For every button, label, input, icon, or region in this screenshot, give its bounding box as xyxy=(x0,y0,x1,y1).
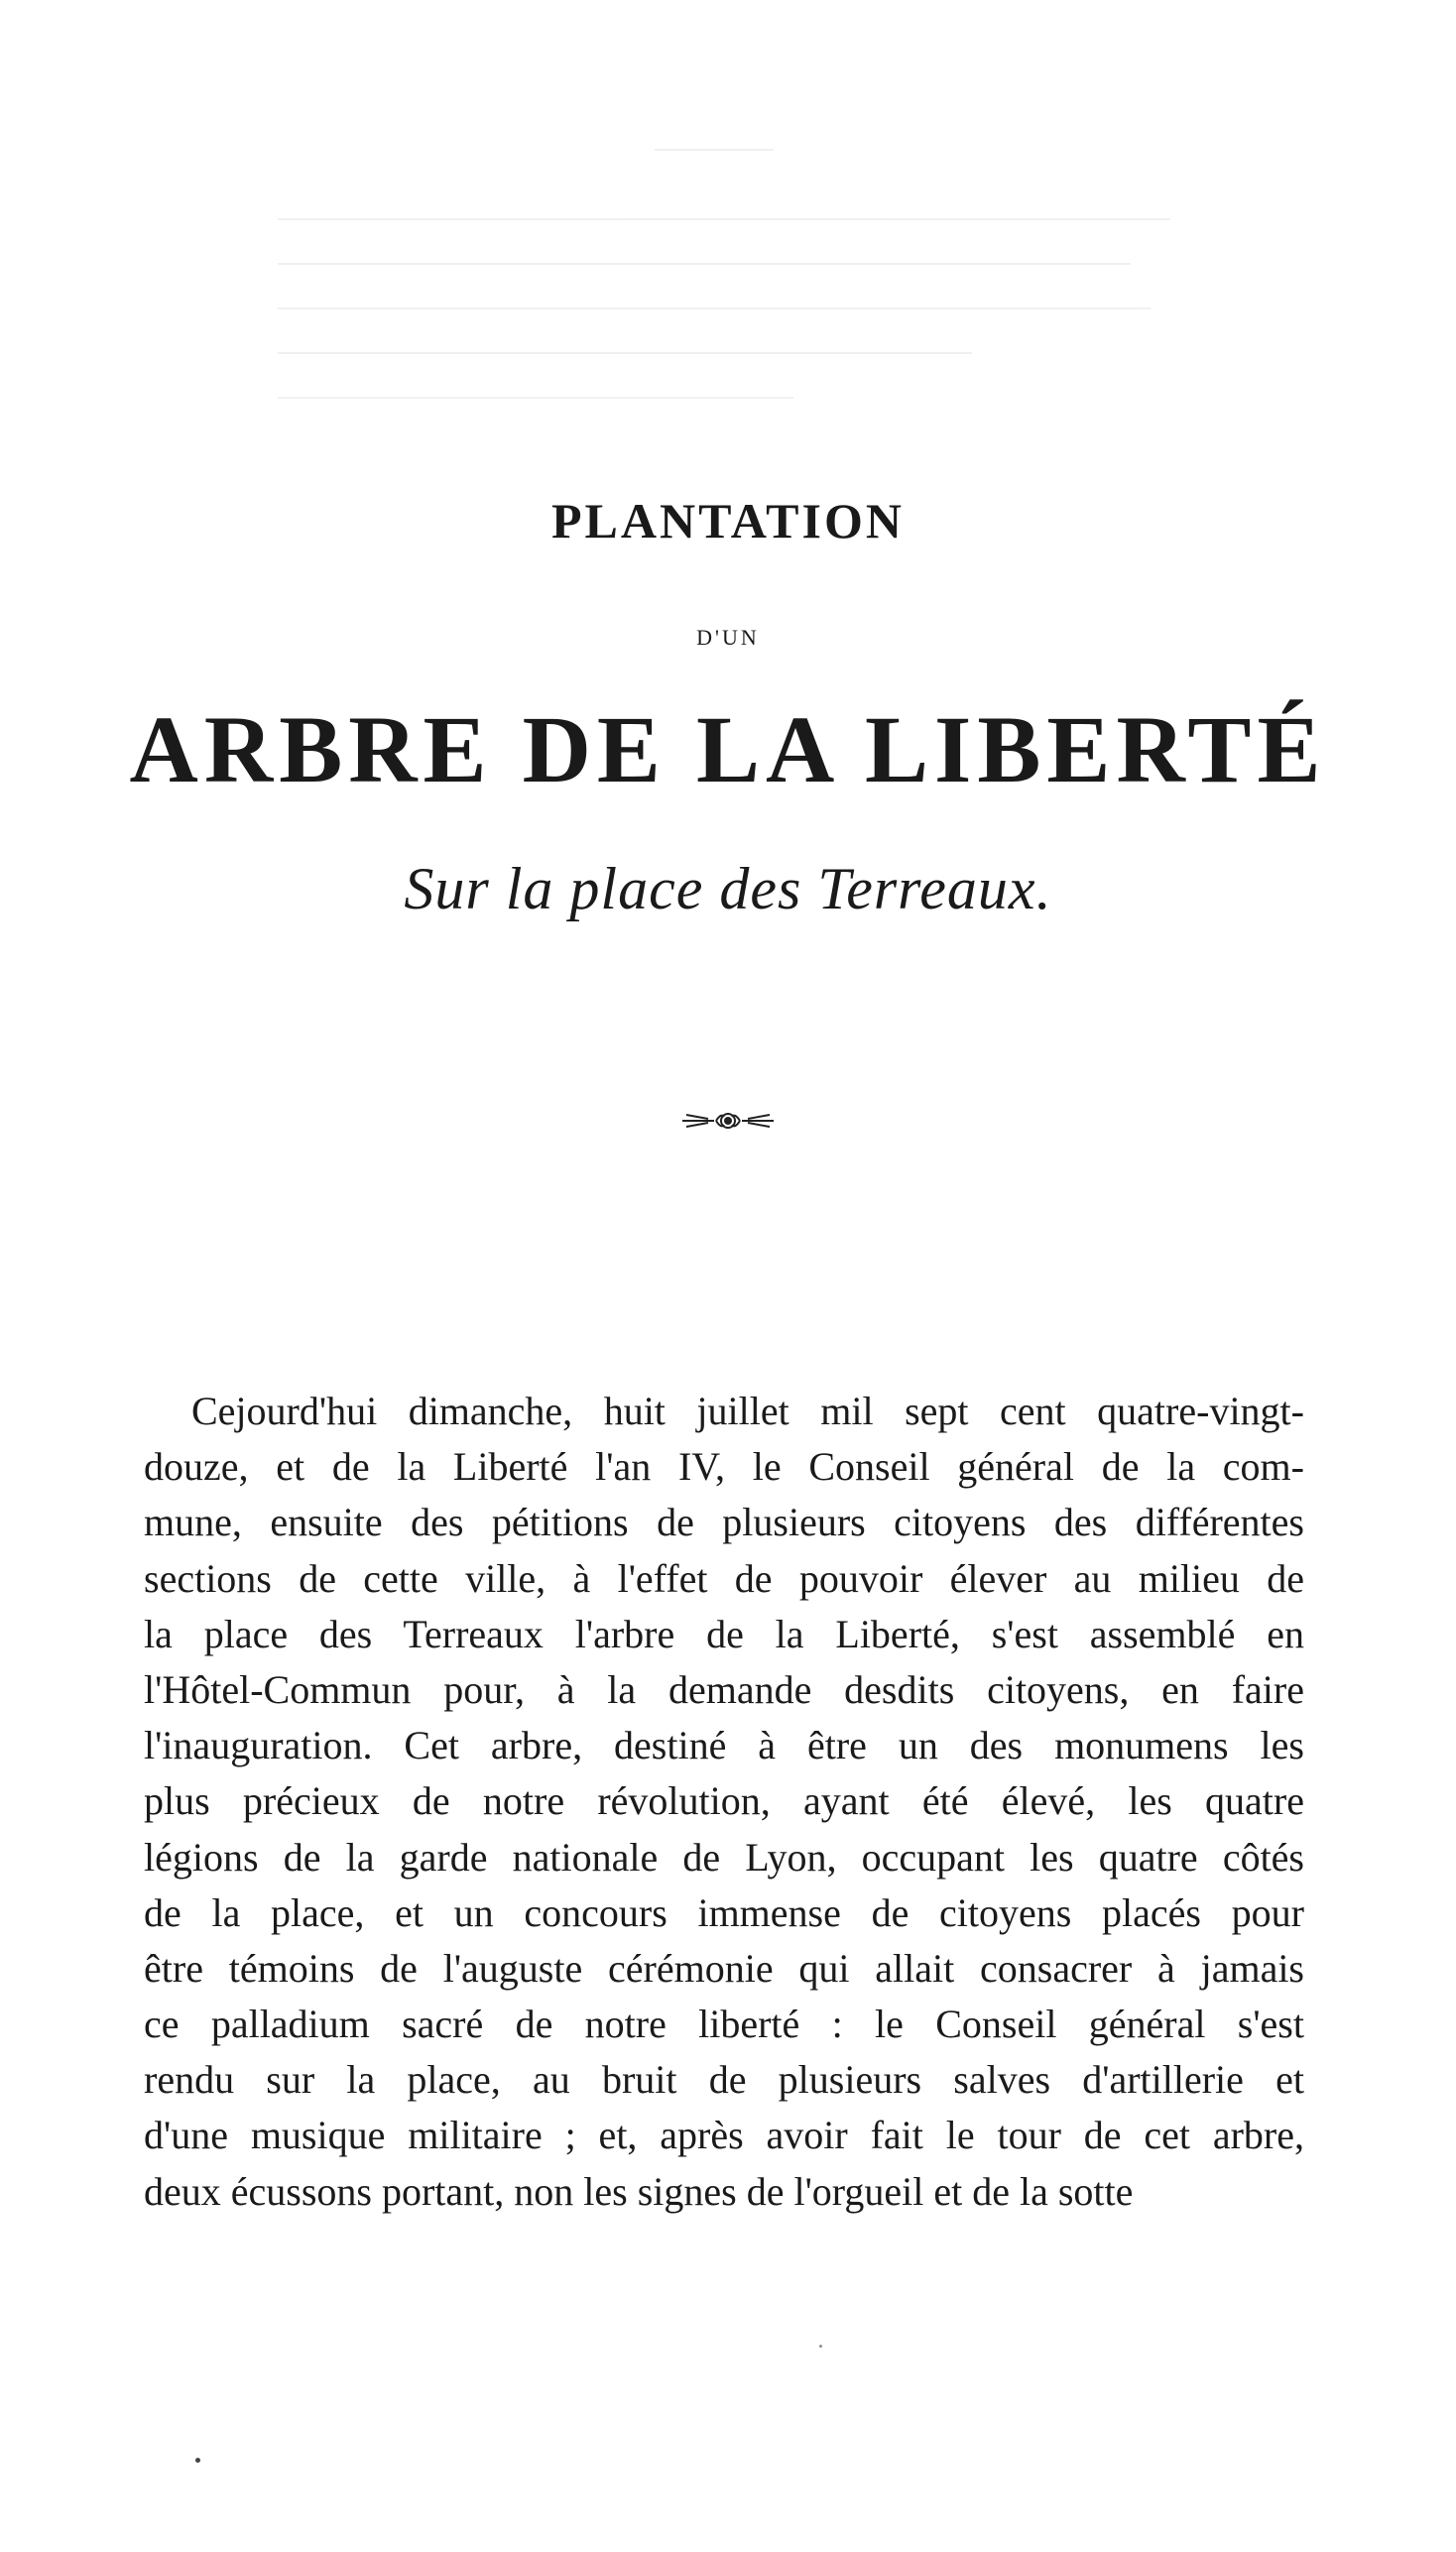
heading-plantation: PLANTATION xyxy=(551,493,905,548)
body-line: sections de cette ville, à l'effet de pouvoir élever au milieu de xyxy=(144,1555,1304,1601)
body-line: mune, ensuite des pétitions de plusieurs citoyens des différentes xyxy=(144,1500,1304,1545)
body-line: rendu sur la place, au bruit de plusieurs salves d'artillerie et xyxy=(144,2057,1304,2103)
paper-speck xyxy=(195,2458,200,2463)
body-line: douze, et de la Liberté l'an IV, le Conseil général de la com- xyxy=(144,1444,1304,1490)
body-line: Cejourd'hui dimanche, huit juillet mil sept cent quatre-vingt- xyxy=(191,1389,1304,1433)
body-line: l'Hôtel-Commun pour, à la demande desdits citoyens, en faire xyxy=(144,1666,1304,1712)
body-paragraph xyxy=(144,1384,1304,2220)
body-line: l'inauguration. Cet arbre, destiné à être un des monumens les xyxy=(144,1723,1304,1768)
body-line: plus précieux de notre révolution, ayant été élevé, les quatre xyxy=(144,1778,1304,1824)
paper-speck xyxy=(819,2345,822,2348)
subtitle-place-des-terreaux: Sur la place des Terreaux. xyxy=(404,856,1052,921)
body-line: ce palladium sacré de notre liberté : le Conseil général s'est xyxy=(144,2002,1304,2047)
body-line: être témoins de l'auguste cérémonie qui allait consacrer à jamais xyxy=(144,1945,1304,1991)
body-line: la place des Terreaux l'arbre de la Liberté, s'est assemblé en xyxy=(144,1611,1304,1656)
bleed-through-text xyxy=(238,129,1349,446)
body-line: légions de la garde nationale de Lyon, occupant les quatre côtés xyxy=(144,1834,1304,1880)
body-line: d'une musique militaire ; et, après avoir fait le tour de cet arbre, xyxy=(144,2113,1304,2158)
heading-arbre-de-la-liberte: ARBRE DE LA LIBERTÉ xyxy=(129,696,1327,802)
body-line: de la place, et un concours immense de citoyens placés pour xyxy=(144,1889,1304,1935)
heading-dun: D'UN xyxy=(696,625,760,650)
body-line: deux écussons portant, non les signes de l'orgueil et de la sotte xyxy=(144,2168,1134,2214)
fleuron-ornament-icon xyxy=(678,1103,778,1139)
